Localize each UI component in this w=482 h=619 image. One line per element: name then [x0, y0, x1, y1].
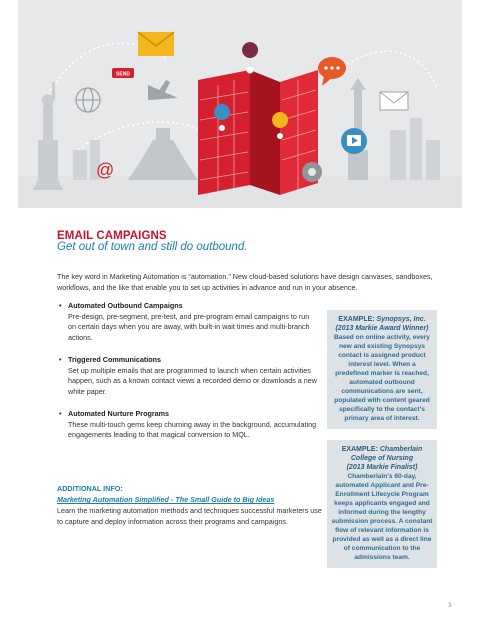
mail-icon [380, 92, 408, 110]
map-building-icon [198, 70, 318, 195]
bullet-dot: • [59, 301, 62, 310]
hero-illustration [18, 0, 462, 208]
envelope-icon [138, 32, 174, 56]
bullet-item [59, 409, 318, 441]
bullet-body: These multi-touch gems keep churning away in the background, accumulating engagements leading to that magical conversion to MQL. [68, 419, 317, 440]
example-award: (2013 Markie Award Winner) [335, 325, 429, 332]
send-icon [112, 68, 134, 78]
example-company: Synopsys, Inc. [376, 316, 426, 323]
svg-text:SEND: SEND [116, 71, 130, 78]
bullet-heading: Triggered Communications [68, 355, 162, 364]
additional-info-body: Learn the marketing automation methods and techniques successful marketers use to capture and deploy information across their programs and campaigns. [57, 506, 322, 526]
additional-info-heading: ADDITIONAL INFO: [57, 484, 123, 493]
bullet-body: Pre-design, pre-segment, pre-test, and pre-program email campaigns to run on certain days when you are away, with built-in wait times and multi-branch actions. [68, 311, 310, 342]
bullet-dot: • [59, 355, 62, 364]
example-heading [331, 445, 433, 472]
intro-paragraph: The key word in Marketing Automation is “automation.” New cloud-based solutions have design canvases, sandboxes, workflows, and the like that enable you to set up activities in advance and run in your absence. [57, 272, 433, 292]
video-play-icon [341, 128, 367, 154]
example-prefix: EXAMPLE: [338, 316, 377, 323]
section-subtitle: Get out of town and still do outbound. [57, 241, 248, 253]
example-body: Chamberlain’s 60-day, automated Applicant and Pre-Enrollment Lifecycle Program keeps applicants engaged and informed during the lengthy submission process. A constant flow of relevant information is provided as well as a direct line of communication to the admissions team. [331, 473, 433, 561]
bullet-dot: • [59, 409, 62, 418]
statue-icon [33, 82, 63, 190]
airplane-icon [148, 80, 178, 100]
pyramid-icon [128, 128, 198, 180]
bullet-item [59, 301, 318, 343]
globe-icon [76, 88, 100, 112]
example-prefix: EXAMPLE: [341, 446, 380, 453]
page-number: 3 [448, 602, 452, 609]
section-title: EMAIL CAMPAIGNS [57, 230, 167, 242]
travel-map-illustration [18, 0, 462, 208]
bullet-heading: Automated Nurture Programs [68, 409, 170, 418]
example-heading [331, 315, 433, 333]
bullet-heading: Automated Outbound Campaigns [68, 301, 183, 310]
chat-bubble-icon [318, 57, 346, 86]
additional-info-link[interactable]: Marketing Automation Simplified - The Small Guide to Big Ideas [57, 495, 275, 504]
example-award: (2013 Markie Finalist) [346, 464, 418, 471]
example-company: Chamberlain College of Nursing [350, 446, 423, 462]
example-body: Based on online activity, every new and existing Synopsys contact is assigned product interest level. When a predefined marker is reached, automated outbound communications are sent, populated with content geared specifically to the contact’s primary area of interest. [334, 334, 430, 422]
example-sidebar-box [327, 440, 437, 568]
bullet-item [59, 355, 318, 397]
at-sign-icon: @ [96, 160, 115, 180]
example-sidebar-box [327, 310, 437, 429]
gear-icon [302, 162, 322, 182]
bullet-body: Set up multiple emails that are programmed to launch when certain activities happen, such as a known contact views a recorded demo or downloads a new white paper. [68, 365, 317, 396]
